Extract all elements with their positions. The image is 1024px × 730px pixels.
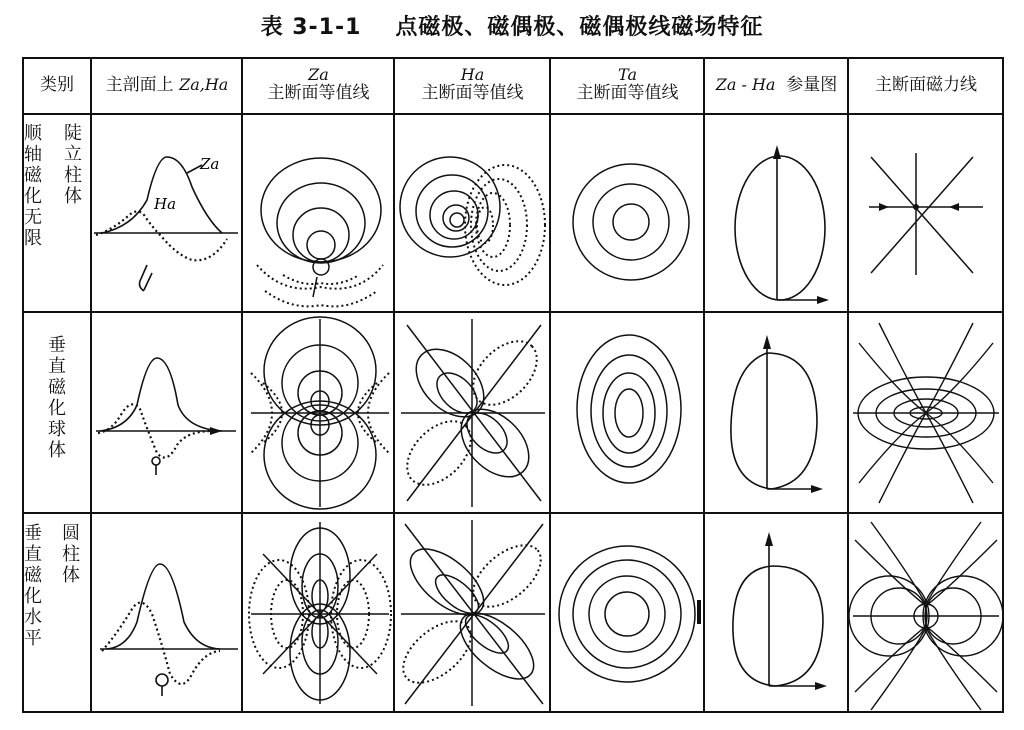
row2-ta-contours [551,313,704,513]
header-field-lines-label: 主断面磁力线 [875,75,977,95]
row2-ha-contours [395,313,550,513]
header-za-ha-symbol: Za - Ha [715,75,776,94]
header-za-ha-label: 参量图 [786,75,838,95]
row2-profile-plot [92,313,242,513]
row1-label-a: 顺轴磁化无限 [24,123,42,249]
header-profile [92,57,242,113]
row3-za-contours [243,514,394,712]
row1-za-ha-diagram [705,115,848,312]
row3-profile-plot [92,514,242,712]
header-za-label: 主断面等值线 [267,83,370,103]
scan-mark [697,600,701,624]
row2-field-lines [849,313,1003,513]
row3-za-ha-diagram [705,514,848,712]
row2-za-ha-diagram [705,313,848,513]
row2-label: 垂直磁化球体 [48,335,66,461]
row1-ta-contours [551,115,704,312]
row1-ha-contours [395,115,550,312]
header-ha-label: 主断面等值线 [421,83,524,103]
row1-ha-curve-label: Ha [154,195,177,213]
header-profile-symbol: Za,Ha [179,75,229,94]
feature-table [22,57,1004,713]
row3-field-lines [849,514,1003,712]
axis-arrow-icon [773,145,829,304]
table-number: 表 3-1-1 [260,15,362,40]
header-za [243,57,394,113]
row1-profile-plot [92,115,242,312]
row3-ha-contours [395,514,550,712]
header-ta [551,57,704,113]
header-ha [395,57,550,113]
header-ta-label: 主断面等值线 [576,83,679,103]
row2-za-contours [243,313,394,513]
row1-field-lines [849,115,1003,312]
table-title [0,10,1024,41]
row1-label-b: 陡立柱体 [64,123,82,207]
row3-label-b: 圆柱体 [62,523,80,586]
header-profile-label: 主剖面上 [105,75,174,95]
header-category-label: 类别 [40,75,74,95]
header-ha-symbol: Ha [460,65,485,84]
header-field-lines [849,57,1003,113]
header-category [24,57,90,113]
row3-ta-contours [551,514,704,712]
header-za-ha [705,57,848,113]
header-za-symbol: Za [308,65,329,84]
table-caption: 点磁极、磁偶极、磁偶极线磁场特征 [395,15,764,40]
row1-za-curve-label: Za [200,155,220,173]
axis-arrow-icon [765,532,827,690]
axis-arrow-icon [210,427,222,435]
row3-label-a: 垂直磁化水平 [24,523,42,649]
row1-za-contours [243,115,394,312]
header-ta-symbol: Ta [618,65,637,84]
